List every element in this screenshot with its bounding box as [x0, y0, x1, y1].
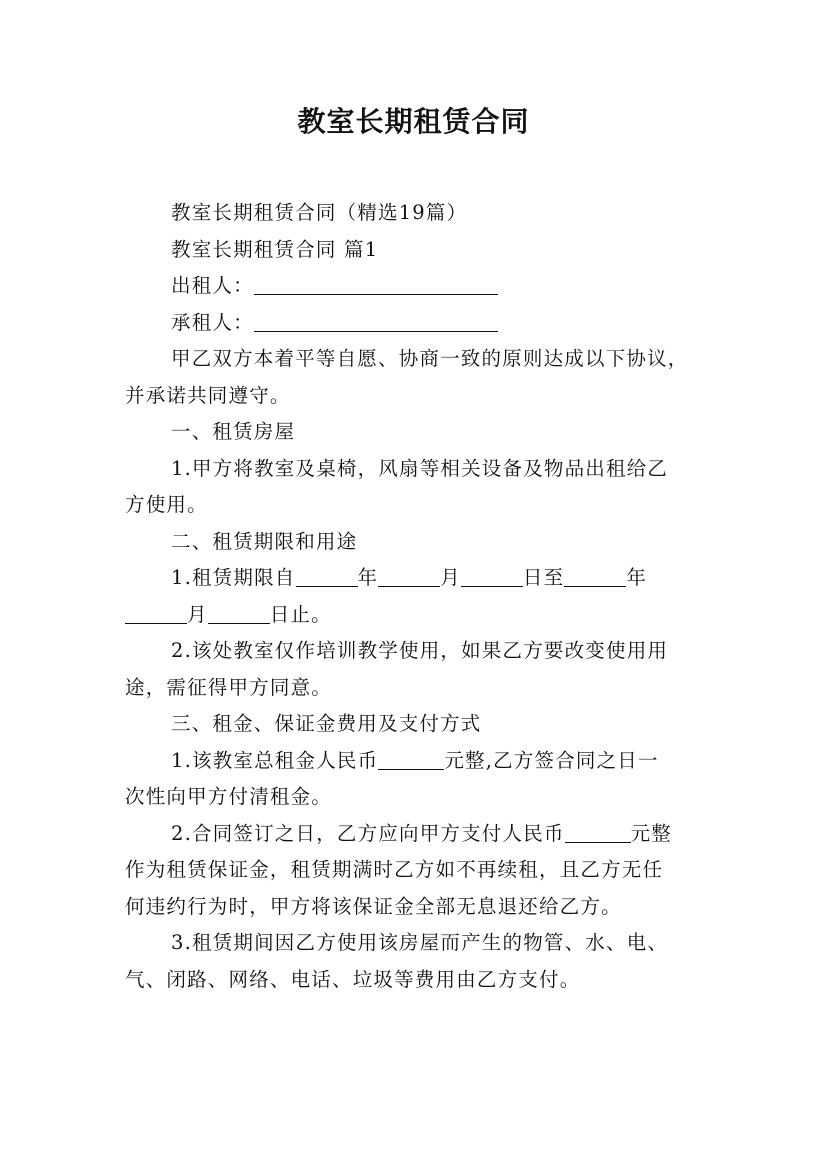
lessor-label: 出租人：	[171, 274, 254, 297]
start-day-blank	[461, 564, 523, 587]
clause-2-1-text-b: 年	[357, 566, 379, 589]
document-title: 教室长期租赁合同	[297, 105, 530, 138]
deposit-blank	[565, 820, 631, 843]
clause-2-2-line-2: 途，需征得甲方同意。	[125, 675, 333, 699]
start-year-blank	[296, 564, 358, 587]
heading-2: 二、租赁期限和用途	[171, 529, 358, 553]
heading-3: 三、租金、保证金费用及支付方式	[171, 712, 482, 735]
start-month-blank	[378, 564, 440, 587]
intro-line-2: 并承诺共同遵守。	[125, 383, 291, 407]
end-month-blank	[125, 601, 187, 624]
clause-3-1-line-1	[125, 743, 710, 780]
clause-3-1-text-b: 元整,乙方签合同之日一	[444, 748, 659, 772]
clause-3-2-line-2: 作为租赁保证金，租赁期满时乙方如不再续租，且乙方无任	[125, 858, 664, 881]
clause-3-1-text-a: 1.该教室总租金人民币	[171, 748, 379, 772]
clause-3-3-line-2: 气、闭路、网络、电话、垃圾等费用由乙方支付。	[125, 967, 581, 991]
clause-3-2-text-b: 元整	[630, 821, 673, 845]
clause-3-1-line-2: 次性向甲方付清租金。	[125, 785, 333, 808]
clause-1-1-line-1: 1.甲方将教室及桌椅，风扇等相关设备及物品出租给乙	[171, 456, 669, 480]
lessor-line	[125, 268, 710, 305]
clause-2-1-line-2	[125, 597, 710, 634]
lessor-blank	[254, 272, 498, 295]
lessee-line	[125, 305, 710, 342]
clause-2-1-text-g: 日止。	[269, 602, 332, 626]
clause-2-1-text-f: 月	[187, 602, 208, 626]
clause-2-1-text-c: 月	[440, 566, 461, 589]
clause-2-1-line-1	[125, 560, 710, 597]
clause-2-1-text-d: 日至	[522, 566, 565, 589]
end-year-blank	[564, 564, 626, 587]
clause-1-1-line-2: 方使用。	[125, 493, 208, 516]
heading-1: 一、租赁房屋	[171, 420, 296, 443]
clause-2-1-text-e: 年	[626, 566, 648, 589]
clause-3-3-line-1: 3.租赁期间因乙方使用该房屋而产生的物管、水、电、	[171, 931, 669, 954]
clause-3-2-text-a: 2.合同签订之日，乙方应向甲方支付人民币	[171, 821, 565, 845]
clause-3-2-line-1	[125, 816, 710, 853]
lessee-label: 承租人：	[171, 310, 254, 334]
end-day-blank	[208, 601, 270, 624]
subtitle: 教室长期租赁合同（精选19篇）	[171, 201, 468, 224]
clause-3-2-line-3: 何违约行为时，甲方将该保证金全部无息退还给乙方。	[125, 894, 622, 918]
total-rent-blank	[378, 747, 444, 770]
intro-line-1: 甲乙双方本着平等自愿、协商一致的原则达成以下协议，	[171, 347, 689, 370]
clause-2-1-text-a: 1.租赁期限自	[171, 566, 296, 589]
lessee-blank	[254, 309, 498, 332]
clause-2-2-line-1: 2.该处教室仅作培训教学使用，如果乙方要改变使用用	[171, 639, 669, 662]
document-body	[125, 195, 710, 998]
section-header: 教室长期租赁合同 篇1	[171, 237, 379, 261]
